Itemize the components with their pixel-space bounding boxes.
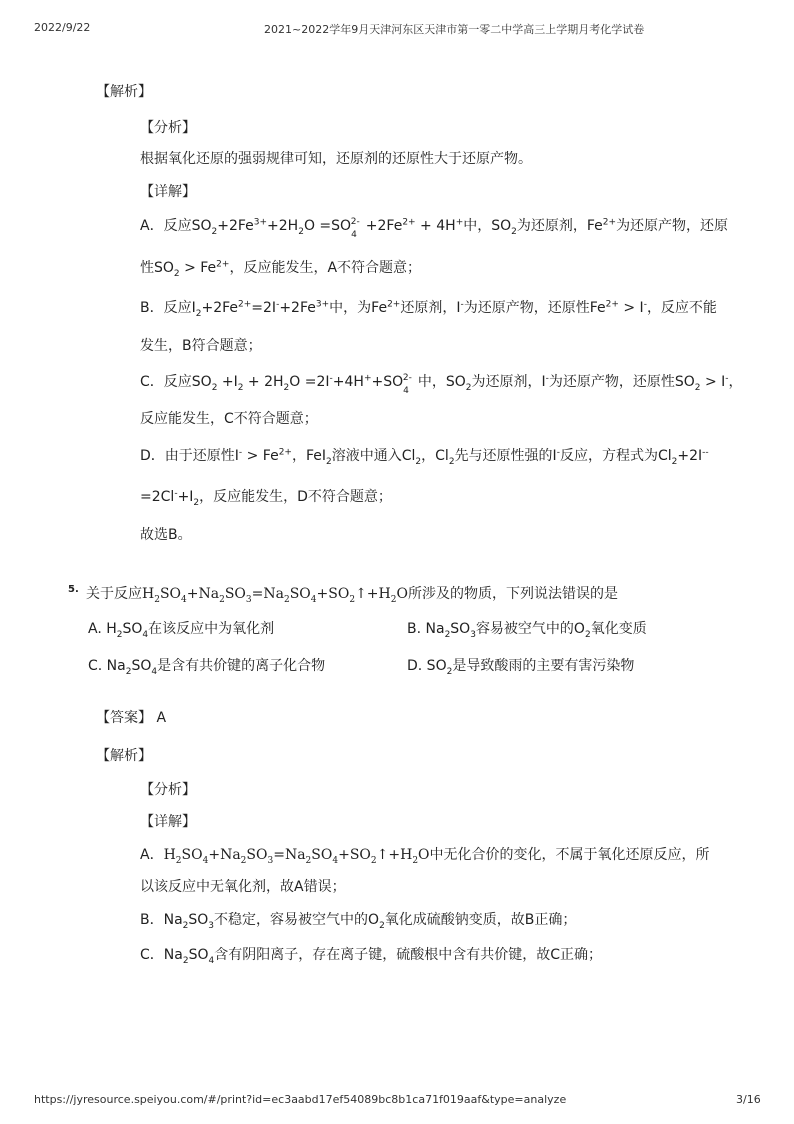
q5-answer-label: 【答案】 <box>96 710 152 726</box>
q4-detail-d-line1: D．由于还原性$I^- > Fe^{2+}$，FeI$_2$溶液中通入$Cl_2$，$Cl_2$先与还原性强的I-反应，方程式为$Cl_2+2I^{--}$ <box>140 447 709 467</box>
header-date: 2022/9/22 <box>34 21 91 34</box>
q4-detail-b-line1: B．反应$I_2+2Fe^{2+}=2I^-+2Fe^{3+}$中，为$Fe^{2+}$还原剂，I-为还原产物，还原性$Fe^{2+} > I^-$，反应不能 <box>140 299 717 319</box>
q4-detail-c-line1: C．反应$SO_2 +I_2 + 2H_2O =2I^-+4H^++SO_4^{2-}$ 中，$SO_2$为还原剂，I-为还原产物，还原性$SO_2 > I^-$， <box>140 373 743 396</box>
q4-detail-a-line1: A．反应$SO_2+2Fe^{3+}+2H_2O =SO_4^{2-} +2Fe^{2+} + 4H^+$中，$SO_2$为还原剂，$Fe^{2+}$为还原产物，还原 <box>140 217 729 240</box>
q5-detail-a-line1: A．$H_2SO_4+Na_2SO_3=Na_2SO_4+SO_2↑+H_2O$中无化合价的变化，不属于氧化还原反应，所 <box>140 847 710 866</box>
q5-answer-value: A <box>156 710 167 726</box>
q5-option-b: B. $Na_2SO_3$容易被空气中的$O_2$氧化变质 <box>407 621 647 640</box>
q5-detail-a-line2: 以该反应中无氧化剂，故A错误； <box>140 879 346 895</box>
q4-detail-d-line2: $=2Cl^-+I_2$，反应能发生，D不符合题意； <box>140 488 392 508</box>
q5-fenxi-heading: 【分析】 <box>140 782 196 798</box>
q5-answer <box>96 707 166 727</box>
q5-option-c: C. $Na_2SO_4$是含有共价键的离子化合物 <box>88 658 326 677</box>
q5-xiangjie-heading: 【详解】 <box>140 814 196 830</box>
q5-number: 5. <box>68 584 79 595</box>
footer-url[interactable]: https://jyresource.speiyou.com/#/print?id=ec3aabd17ef54089bc8b1ca71f019aaf&type=analyze <box>34 1093 567 1106</box>
q4-conclusion: 故选B。 <box>140 527 192 543</box>
q5-stem: 关于反应$H_2SO_4+Na_2SO_3=Na_2SO_4+SO_2↑+H_2O$所涉及的物质，下列说法错误的是 <box>86 586 618 605</box>
q4-detail-c-line2: 反应能发生，C不符合题意； <box>140 411 318 427</box>
q4-jiexi-heading: 【解析】 <box>96 84 152 100</box>
q4-detail-b-line2: 发生，B符合题意； <box>140 338 262 354</box>
q5-option-d: D. $SO_2$是导致酸雨的主要有害污染物 <box>407 658 635 677</box>
q5-detail-c: C．$Na_2SO_4$含有阴阳离子，存在离子键，硫酸根中含有共价键，故C正确； <box>140 947 602 966</box>
q4-detail-a-line2: 性$SO_2 > Fe^{2+}$，反应能发生，A不符合题意； <box>140 259 422 279</box>
q4-fenxi-heading: 【分析】 <box>140 120 196 136</box>
q5-detail-b: B．$Na_2SO_3$不稳定，容易被空气中的$O_2$氧化成硫酸钠变质，故B正确； <box>140 912 577 931</box>
footer-page-number: 3/16 <box>736 1093 761 1106</box>
q4-fenxi-text: 根据氧化还原的强弱规律可知，还原剂的还原性大于还原产物。 <box>140 151 532 167</box>
header-title: 2021~2022学年9月天津河东区天津市第一零二中学高三上学期月考化学试卷 <box>264 23 645 36</box>
q5-option-a: A. $H_2SO_4$在该反应中为氧化剂 <box>88 621 275 640</box>
q5-jiexi-heading: 【解析】 <box>96 748 152 764</box>
q4-xiangjie-heading: 【详解】 <box>140 184 196 200</box>
